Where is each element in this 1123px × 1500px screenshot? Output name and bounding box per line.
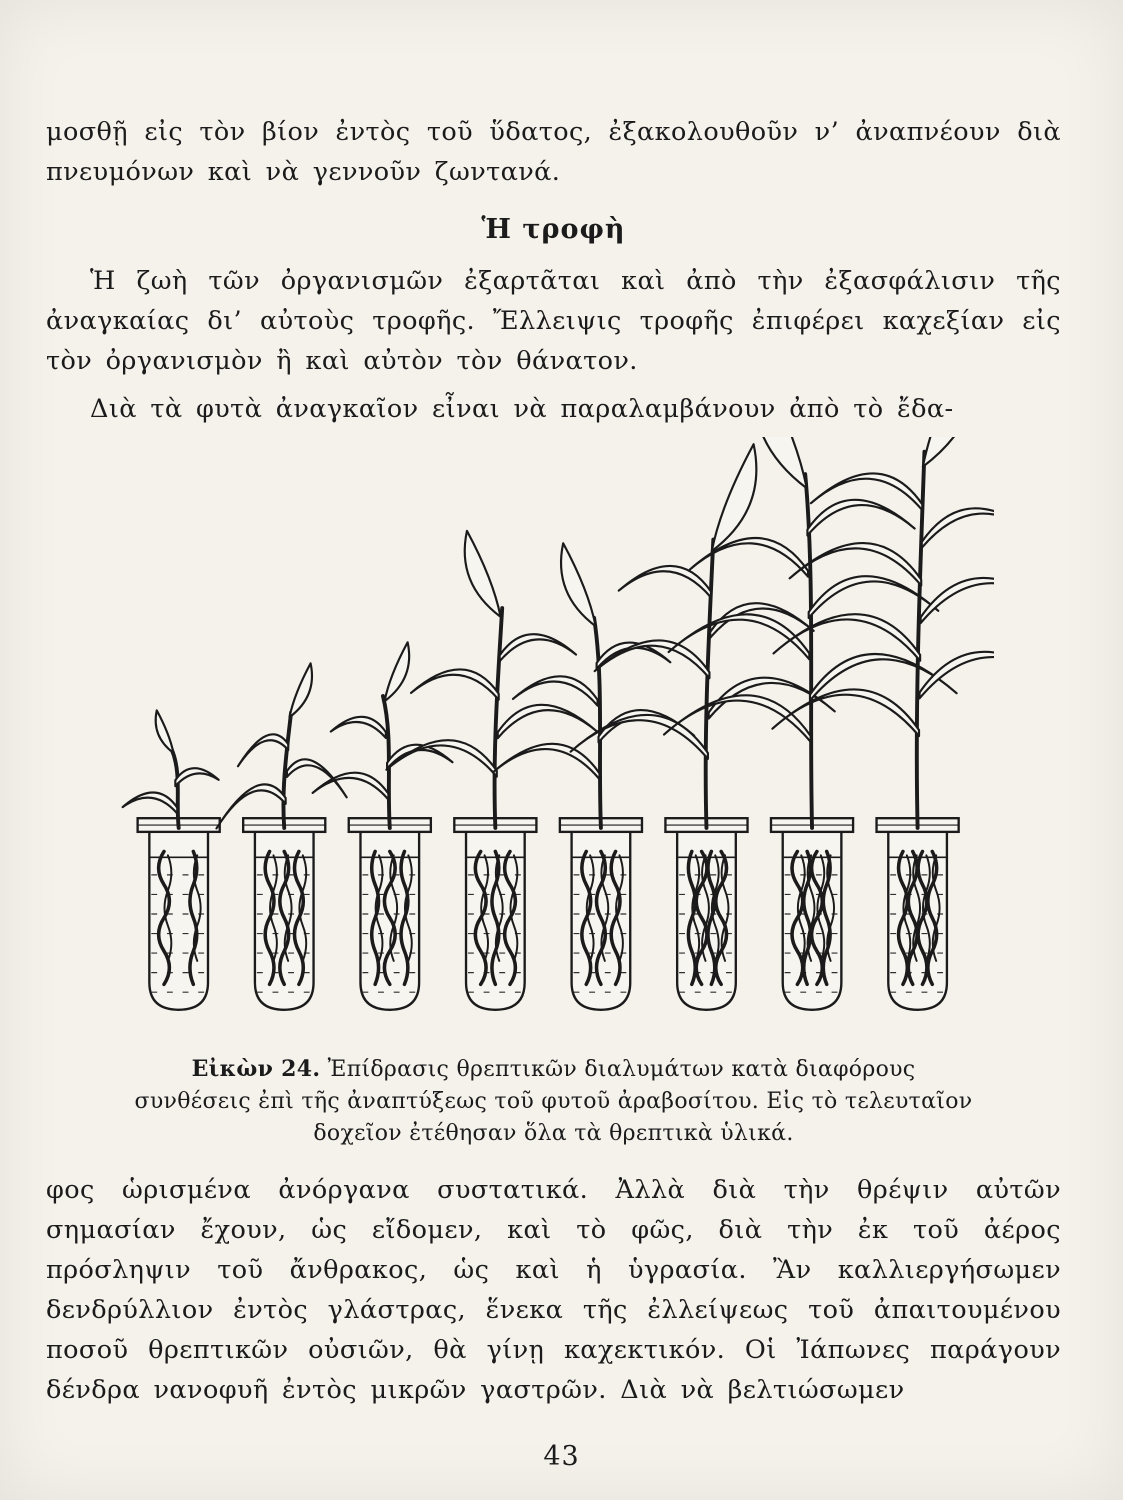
paragraph-body-continuation: φος ὡρισμένα ἀνόργανα συστατικά. Ἀλλὰ διὰ τὴν θρέψιν αὐτῶν σημασίαν ἔχουν, ὡς εἴδομεν, καὶ τὸ φῶς, διὰ τὴν ἐκ τοῦ ἀέρος πρόσληψιν τοῦ ἄνθρακος, ὡς καὶ ἡ ὑγρασία. Ἂν καλλιεργήσωμεν δενδρύλλιον ἐντὸς γλάστρας, ἕνεκα τῆς ἐλλείψεως τοῦ ἀπαιτουμένου ποσοῦ θρεπτικῶν οὐσιῶν, θὰ γίνῃ καχεκτικόν. Οἱ Ἰάπωνες παράγουν δένδρα νανοφυῆ ἐντὸς μικρῶν γαστρῶν. Διὰ νὰ βελτιώσωμεν xyxy=(46,1175,1061,1405)
figure-24-caption xyxy=(134,1053,974,1150)
page-number: 43 xyxy=(543,1441,580,1472)
figure-caption-label: Εἰκὼν 24. xyxy=(191,1056,321,1082)
paragraph-continued-from-previous-page: μοσθῇ εἰς τὸν βίον ἐντὸς τοῦ ὕδατος, ἐξακολουθοῦν ν’ ἀναπνέουν διὰ πνευμόνων καὶ νὰ γεννοῦν ζωντανά. xyxy=(46,117,1061,187)
section-heading-nutrition: Ἡ τροφὴ xyxy=(481,214,626,245)
figure-caption-text: Ἐπίδρασις θρεπτικῶν διαλυμάτων κατὰ διαφόρους συνθέσεις ἐπὶ τῆς ἀναπτύξεως τοῦ φυτοῦ ἀραβοσίτου. Εἰς τὸ τελευταῖον δοχεῖον ἐτέθησαν ὅλα τὰ θρεπτικὰ ὑλικά. xyxy=(134,1057,973,1146)
figure-24 xyxy=(46,437,1061,1150)
paragraph-nutrition-intro: Ἡ ζωὴ τῶν ὀργανισμῶν ἐξαρτᾶται καὶ ἀπὸ τὴν ἐξασφάλισιν τῆς ἀναγκαίας δι’ αὐτοὺς τροφῆς. Ἔλλειψις τροφῆς ἐπιφέρει καχεξίαν εἰς τὸν ὀργανισμὸν ἢ καὶ αὐτὸν τὸν θάνατον. xyxy=(46,266,1061,376)
paragraph-plants-soil: Διὰ τὰ φυτὰ ἀναγκαῖον εἶναι νὰ παραλαμβάνουν ἀπὸ τὸ ἔδα- xyxy=(90,394,954,424)
test-tubes-maize-illustration xyxy=(114,437,994,1043)
